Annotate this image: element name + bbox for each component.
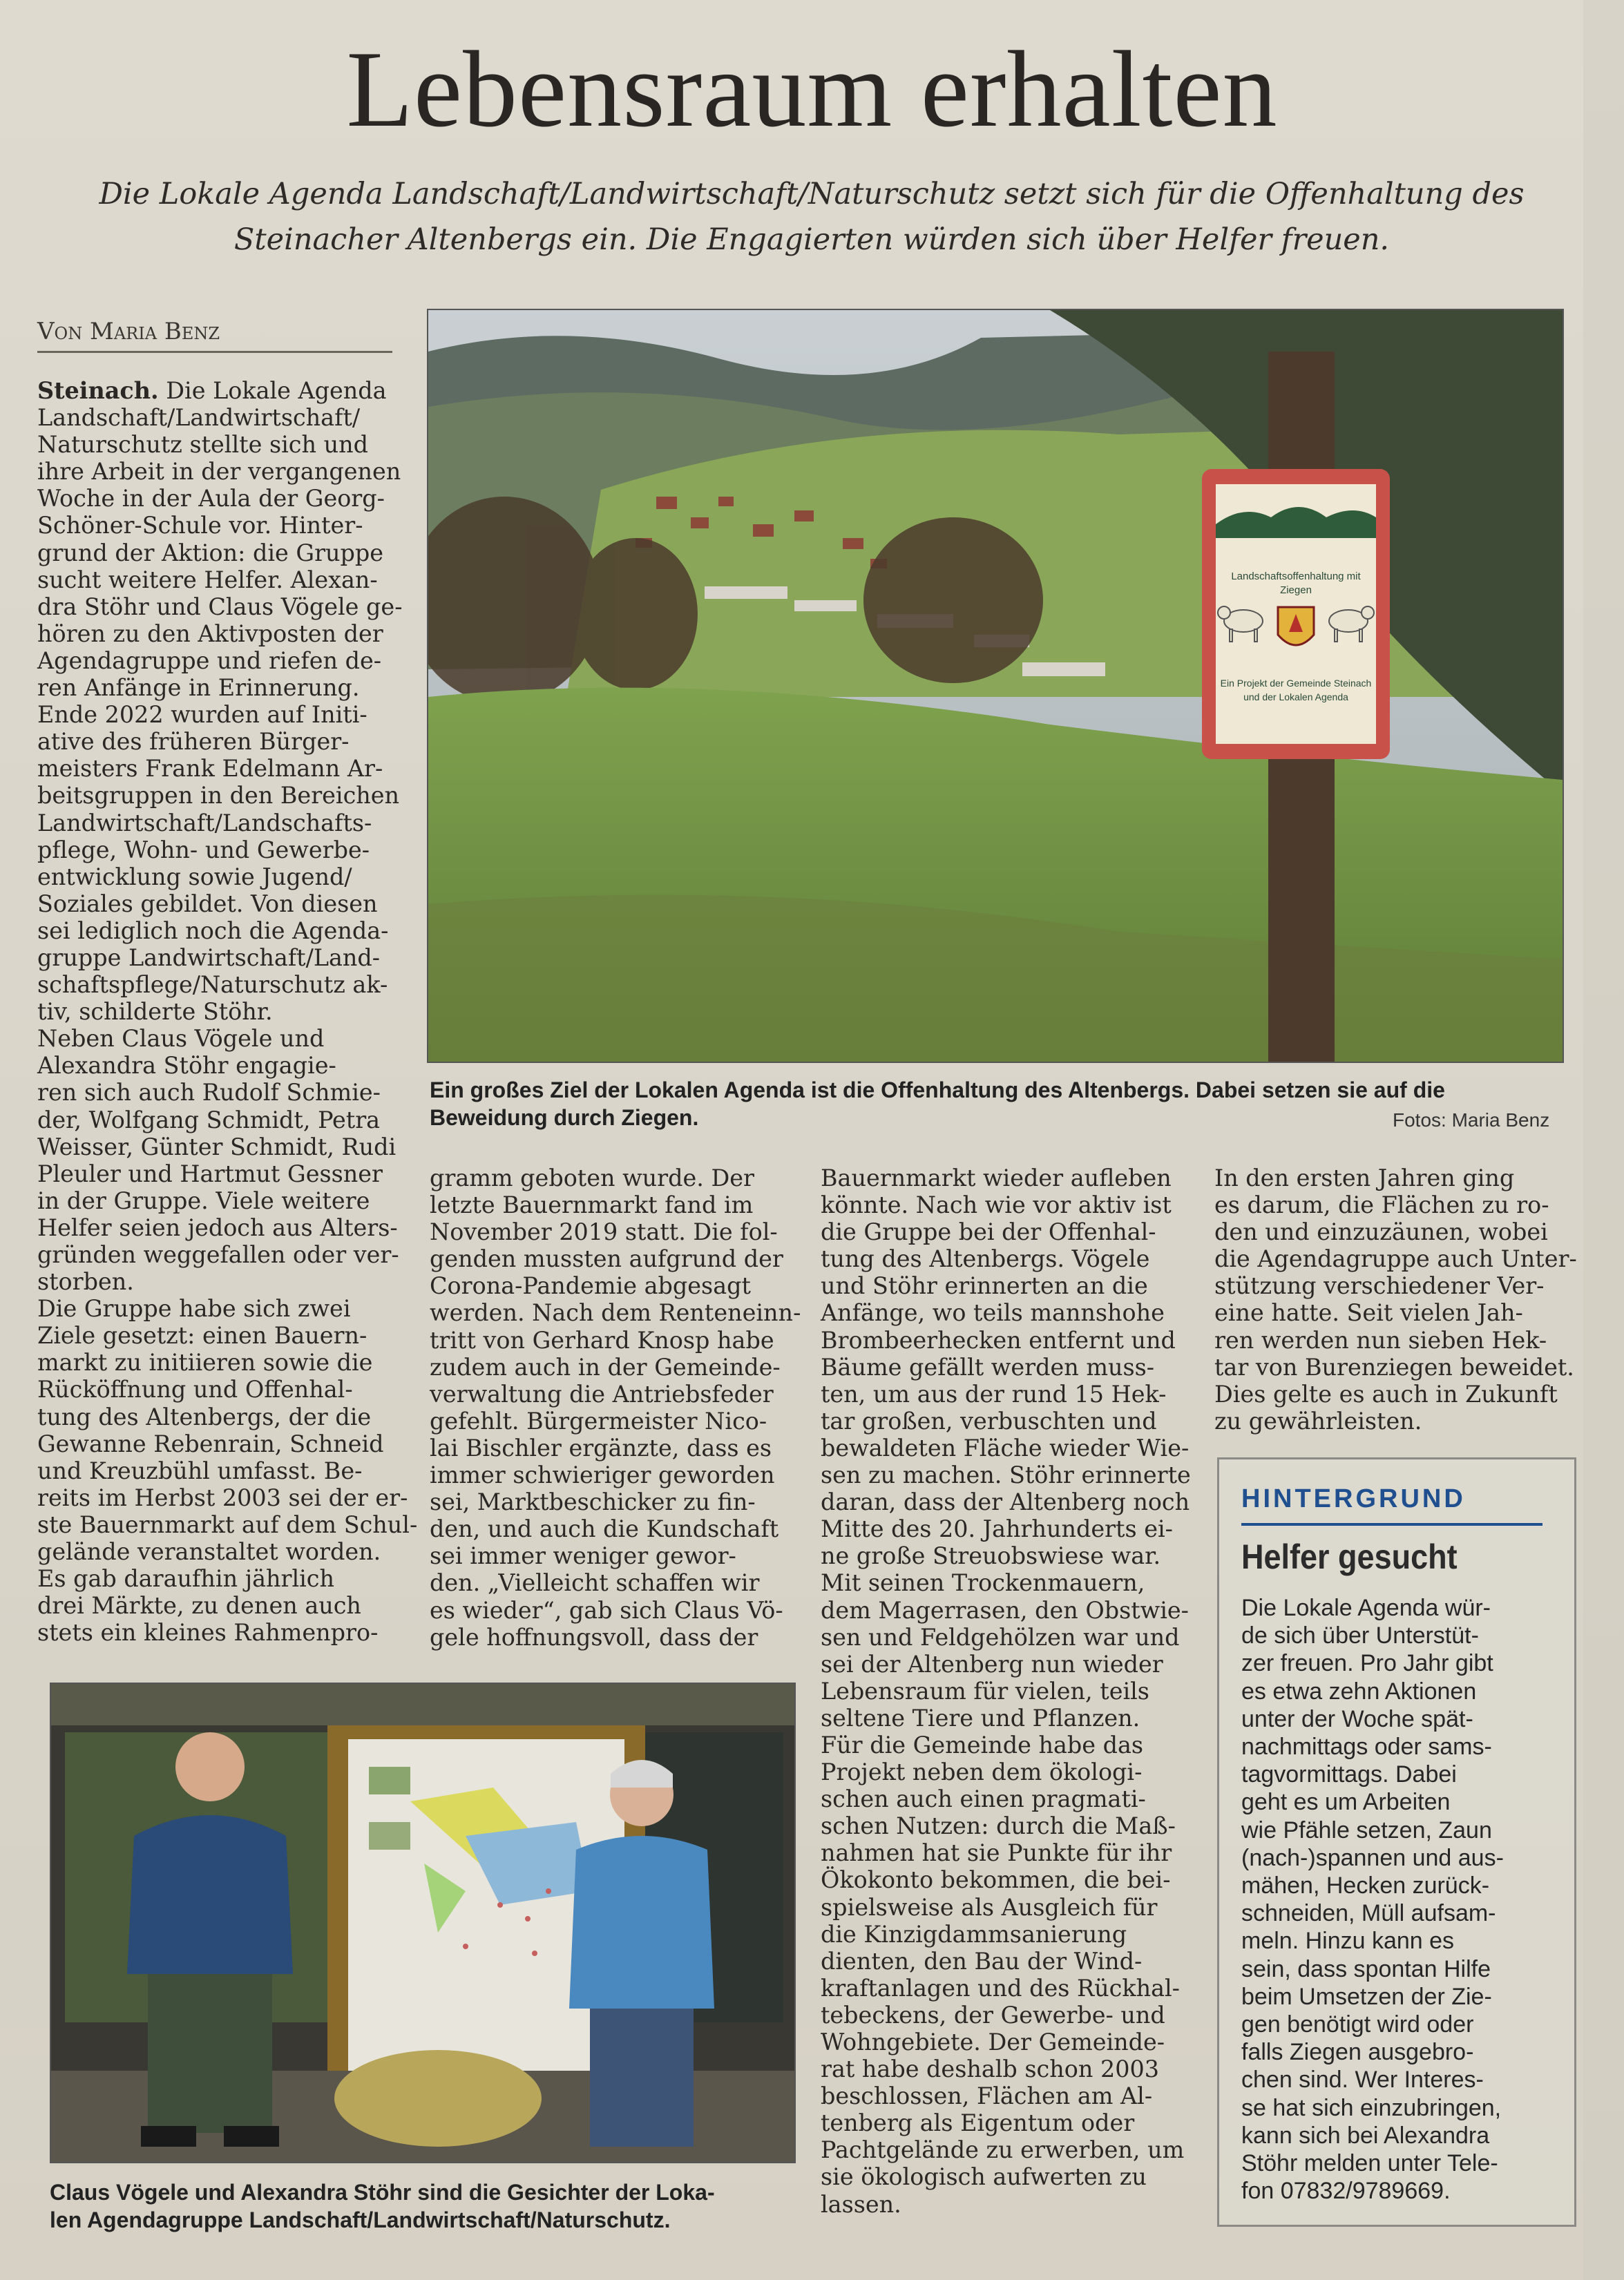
text-line: eine hatte. Seit vielen Jah- [1214, 1299, 1523, 1327]
text-line: reits im Herbst 2003 sei der er- [37, 1484, 408, 1511]
text-line: geht es um Arbeiten [1241, 1789, 1451, 1816]
text-line: Lebensraum für vielen, teils [821, 1677, 1149, 1705]
text-line: in der Gruppe. Viele weitere [37, 1187, 370, 1214]
text-line: nachmittags oder sams- [1241, 1734, 1492, 1761]
article-column-3 [821, 1165, 1191, 2218]
text-line: lai Bischler ergänzte, dass es [430, 1434, 772, 1462]
text-line: sei der Altenberg nun wieder [821, 1650, 1163, 1678]
text-line: dem Magerrasen, den Obstwie- [821, 1596, 1189, 1624]
text-line: Brombeerhecken entfernt und [821, 1326, 1176, 1354]
people-photo [50, 1683, 796, 2163]
text-line: Gewanne Rebenrain, Schneid [37, 1430, 384, 1457]
text-line: Schöner-Schule vor. Hinter- [37, 512, 363, 539]
text-line: tagvormittags. Dabei [1241, 1761, 1457, 1788]
dateline: Steinach. [37, 377, 159, 404]
text-line: Mitte des 20. Jahrhunderts ei- [821, 1515, 1173, 1543]
text-line: verwaltung die Antriebsfeder [430, 1380, 774, 1408]
text-line: letzte Bauernmarkt fand im [430, 1191, 754, 1219]
text-line: Ökokonto bekommen, die bei- [821, 1866, 1171, 1894]
text-line: dra Stöhr und Claus Vögele ge- [37, 593, 403, 620]
text-line: stützung verschiedener Ver- [1214, 1272, 1545, 1300]
text-line: Wohngebiete. Der Gemeinde- [821, 2029, 1165, 2056]
text-line: immer schwieriger geworden [430, 1462, 775, 1489]
text-line: pflege, Wohn- und Gewerbe- [37, 836, 370, 863]
background-info-box [1217, 1457, 1576, 2227]
text-line: meln. Hinzu kann es [1241, 1928, 1455, 1955]
deck-line: Steinacher Altenbergs ein. Die Engagierten würden sich über Helfer freuen. [233, 222, 1390, 257]
text-line: rat habe deshalb schon 2003 [821, 2056, 1159, 2083]
text-line: tiv, schilderte Stöhr. [37, 998, 273, 1026]
sign-text: Ein Projekt der Gemeinde Steinach [1220, 678, 1372, 689]
text-line: gelände veranstaltet worden. [37, 1538, 381, 1566]
text-line: Anfänge, wo teils mannshohe [821, 1299, 1165, 1327]
text-line: Ziele gesetzt: einen Bauern- [37, 1322, 367, 1350]
sign-text: Ziegen [1280, 584, 1312, 596]
text-line: ren Anfänge in Erinnerung. [37, 674, 360, 702]
text-line: unter der Woche spät- [1241, 1705, 1473, 1732]
text-line: sei immer weniger gewor- [430, 1542, 736, 1570]
text-line: In den ersten Jahren ging [1214, 1165, 1515, 1191]
text-line: ten, um aus der rund 15 Hek- [821, 1380, 1167, 1408]
text-line: Landschaft/Landwirtschaft/ [37, 404, 361, 432]
text-line: kraftanlagen und des Rückhal- [821, 1974, 1180, 2002]
text-line: ihre Arbeit in der vergangenen [37, 458, 401, 486]
text-line: Mit seinen Trockenmauern, [821, 1569, 1145, 1597]
text-line: markt zu initiieren sowie die [37, 1349, 373, 1377]
box-body [1241, 1594, 1545, 2205]
byline: Von Maria Benz [37, 318, 392, 353]
text-line: stets ein kleines Rahmenpro- [37, 1619, 379, 1647]
text-line: es etwa zehn Aktionen [1241, 1678, 1477, 1705]
text-line: werden. Nach dem Renteneinn- [430, 1299, 801, 1327]
text-line: tung des Altenbergs. Vögele [821, 1245, 1150, 1273]
text-line: gruppe Landwirtschaft/Land- [37, 943, 381, 971]
text-line: chen sind. Wer Interes- [1241, 2067, 1484, 2094]
text-line: Pachtgelände zu erwerben, um [821, 2136, 1185, 2164]
text-line: Es gab daraufhin jährlich [37, 1565, 335, 1593]
article-column-1 [37, 377, 418, 1647]
text-line: ren werden nun sieben Hek- [1214, 1326, 1547, 1354]
text-line: tung des Altenbergs, der die [37, 1403, 372, 1430]
text-line: gramm geboten wurde. Der [430, 1165, 754, 1191]
text-line: und Stöhr erinnerten an die [821, 1272, 1148, 1300]
text-line: den und einzuzäunen, wobei [1214, 1218, 1548, 1246]
landscape-photo-image [428, 310, 1563, 1062]
article-column-2 [430, 1165, 801, 1651]
caption-line: Beweidung durch Ziegen. [430, 1105, 699, 1130]
text-line: Die Lokale Agenda wür- [1241, 1595, 1491, 1621]
text-line: tenberg als Eigentum oder [821, 2109, 1135, 2137]
text-line: sei, Marktbeschicker zu fin- [430, 1488, 756, 1516]
text-line: tar von Burenziegen beweidet. [1214, 1353, 1574, 1381]
text-line: wie Pfähle setzen, Zaun [1241, 1817, 1492, 1843]
text-line: se hat sich einzubringen, [1241, 2094, 1502, 2121]
text-line: sei lediglich noch die Agenda- [37, 917, 389, 944]
box-title: Helfer gesucht [1241, 1537, 1458, 1576]
text-line: die Gruppe bei der Offenhal- [821, 1218, 1156, 1246]
text-line: den. „Vielleicht schaffen wir [430, 1569, 760, 1597]
photo-caption-2 [50, 2178, 796, 2234]
text-line: hören zu den Aktivposten der [37, 620, 383, 647]
text-line: die Kinzigdammsanierung [821, 1920, 1127, 1948]
text-line: storben. [37, 1268, 134, 1296]
text-line: meisters Frank Edelmann Ar- [37, 755, 383, 783]
text-line: daran, dass der Altenberg noch [821, 1488, 1190, 1516]
text-line: es darum, die Flächen zu ro- [1214, 1191, 1549, 1219]
text-line: Corona-Pandemie abgesagt [430, 1272, 751, 1300]
text-line: schneiden, Müll aufsam- [1241, 1900, 1496, 1927]
text-line: zer freuen. Pro Jahr gibt [1241, 1650, 1493, 1677]
text-line: Bauernmarkt wieder aufleben [821, 1165, 1172, 1191]
text-line: Woche in der Aula der Georg- [37, 485, 385, 512]
text-line: lassen. [821, 2190, 901, 2218]
text-line: Rücköffnung und Offenhal- [37, 1376, 353, 1404]
text-line: Helfer seien jedoch aus Alters- [37, 1214, 398, 1241]
text-line: November 2019 statt. Die fol- [430, 1218, 778, 1246]
text-line: mähen, Hecken zurück- [1241, 1872, 1490, 1899]
text-line: de sich über Unterstüt- [1241, 1622, 1479, 1649]
text-line: es wieder“, gab sich Claus Vö- [430, 1596, 783, 1624]
text-line: fon 07832/9789669. [1241, 2178, 1451, 2205]
text-line: Bäume gefällt werden muss- [821, 1353, 1155, 1381]
caption-line: len Agendagruppe Landschaft/Landwirtschaft/Naturschutz. [50, 2207, 671, 2232]
text-line: Stöhr melden unter Tele- [1241, 2150, 1498, 2177]
text-line: ne große Streuobswiese war. [821, 1542, 1161, 1570]
text-line: Pleuler und Hartmut Gessner [37, 1160, 383, 1187]
text-line: der, Wolfgang Schmidt, Petra [37, 1106, 381, 1133]
text-line: gele hoffnungsvoll, dass der [430, 1623, 758, 1651]
text-line: beschlossen, Flächen am Al- [821, 2082, 1153, 2110]
text-line: Alexandra Stöhr engagie- [37, 1052, 336, 1080]
text-line: sie ökologisch aufwerten zu [821, 2163, 1147, 2191]
text-line: drei Märkte, zu denen auch [37, 1592, 361, 1620]
text-line: schen auch einen pragmati- [821, 1785, 1146, 1813]
page-edge [1583, 0, 1624, 2280]
text-line: grund der Aktion: die Gruppe [37, 539, 384, 566]
caption-line: Ein großes Ziel der Lokalen Agenda ist die Offenhaltung des Altenbergs. Dabei setzen sie auf die [430, 1077, 1445, 1102]
sign-text: und der Lokalen Agenda [1243, 691, 1348, 702]
text-line: Soziales gebildet. Von diesen [37, 890, 378, 917]
caption-line: Claus Vögele und Alexandra Stöhr sind die Gesichter der Loka- [50, 2180, 715, 2205]
sign-text: Landschaftsoffenhaltung mit [1231, 571, 1361, 582]
deck-line: Die Lokale Agenda Landschaft/Landwirtschaft/Naturschutz setzt sich für die Offenhaltung des [99, 177, 1525, 211]
text-line: ative des früheren Bürger- [37, 728, 350, 756]
text-line: schen Nutzen: durch die Maß- [821, 1812, 1176, 1840]
text-line: gründen weggefallen oder ver- [37, 1241, 399, 1268]
text-line: Die Gruppe habe sich zwei [37, 1295, 351, 1323]
text-line: (nach-)spannen und aus- [1241, 1844, 1504, 1871]
text-line: tebeckens, der Gewerbe- und [821, 2001, 1165, 2029]
box-kicker: HINTERGRUND [1241, 1484, 1466, 1513]
article-column-4 [1214, 1165, 1577, 1435]
text-line: sen und Feldgehölzen war und [821, 1623, 1180, 1651]
text-line: Naturschutz stellte sich und [37, 431, 368, 459]
text-line: beim Umsetzen der Zie- [1241, 1983, 1492, 2010]
text-line: tritt von Gerhard Knosp habe [430, 1326, 774, 1354]
text-line: Agendagruppe und riefen de- [37, 646, 382, 674]
landscape-photo [427, 309, 1564, 1063]
text-line: bewaldeten Fläche wieder Wie- [821, 1434, 1190, 1462]
text-line: Projekt neben dem ökologi- [821, 1759, 1143, 1786]
text-line: kann sich bei Alexandra [1241, 2122, 1490, 2149]
text-line: sein, dass spontan Hilfe [1241, 1955, 1491, 1982]
text-line: Für die Gemeinde habe das [821, 1731, 1144, 1759]
text-line: könnte. Nach wie vor aktiv ist [821, 1191, 1172, 1219]
text-line [37, 377, 394, 404]
people-photo-image [51, 1684, 794, 2162]
text-line: nahmen hat sie Punkte für ihr [821, 1839, 1172, 1867]
text-line: Weisser, Günter Schmidt, Rudi [37, 1133, 397, 1160]
text-line: gefehlt. Bürgermeister Nico- [430, 1407, 767, 1435]
text-line: Neben Claus Vögele und [37, 1025, 325, 1053]
box-divider [1241, 1523, 1542, 1526]
text-line: spielsweise als Ausgleich für [821, 1893, 1158, 1921]
text-line: zudem auch in der Gemeinde- [430, 1353, 781, 1381]
text-line: entwicklung sowie Jugend/ [37, 863, 352, 890]
text-line: den, und auch die Kundschaft [430, 1515, 779, 1543]
text-line: sucht weitere Helfer. Alexan- [37, 566, 378, 593]
text-line: beitsgruppen in den Bereichen [37, 782, 400, 810]
text-line: genden mussten aufgrund der [430, 1245, 783, 1273]
text-line: falls Ziegen ausgebro- [1241, 2039, 1474, 2066]
text-line: und Kreuzbühl umfasst. Be- [37, 1457, 363, 1484]
photo-credit: Fotos: Maria Benz [1393, 1109, 1550, 1131]
text-fragment: Die Lokale Agenda [158, 377, 387, 404]
text-line: seltene Tiere und Pflanzen. [821, 1704, 1140, 1732]
text-line: schaftspflege/Naturschutz ak- [37, 971, 388, 999]
text-line: Landwirtschaft/Landschafts- [37, 809, 372, 836]
text-line: Ende 2022 wurden auf Initi- [37, 701, 367, 729]
text-line: ste Bauernmarkt auf dem Schul- [37, 1511, 418, 1538]
text-line: sen zu machen. Stöhr erinnerte [821, 1462, 1191, 1489]
text-line: die Agendagruppe auch Unter- [1214, 1245, 1577, 1273]
article-deck [41, 171, 1582, 262]
text-line: gen benötigt wird oder [1241, 2011, 1474, 2038]
headline: Lebensraum erhalten [346, 29, 1278, 150]
text-line: zu gewährleisten. [1214, 1407, 1422, 1435]
text-line: dienten, den Bau der Wind- [821, 1947, 1143, 1975]
text-line: ren sich auch Rudolf Schmie- [37, 1079, 381, 1107]
text-line: Dies gelte es auch in Zukunft [1214, 1380, 1558, 1408]
text-line: tar großen, verbuschten und [821, 1407, 1157, 1435]
